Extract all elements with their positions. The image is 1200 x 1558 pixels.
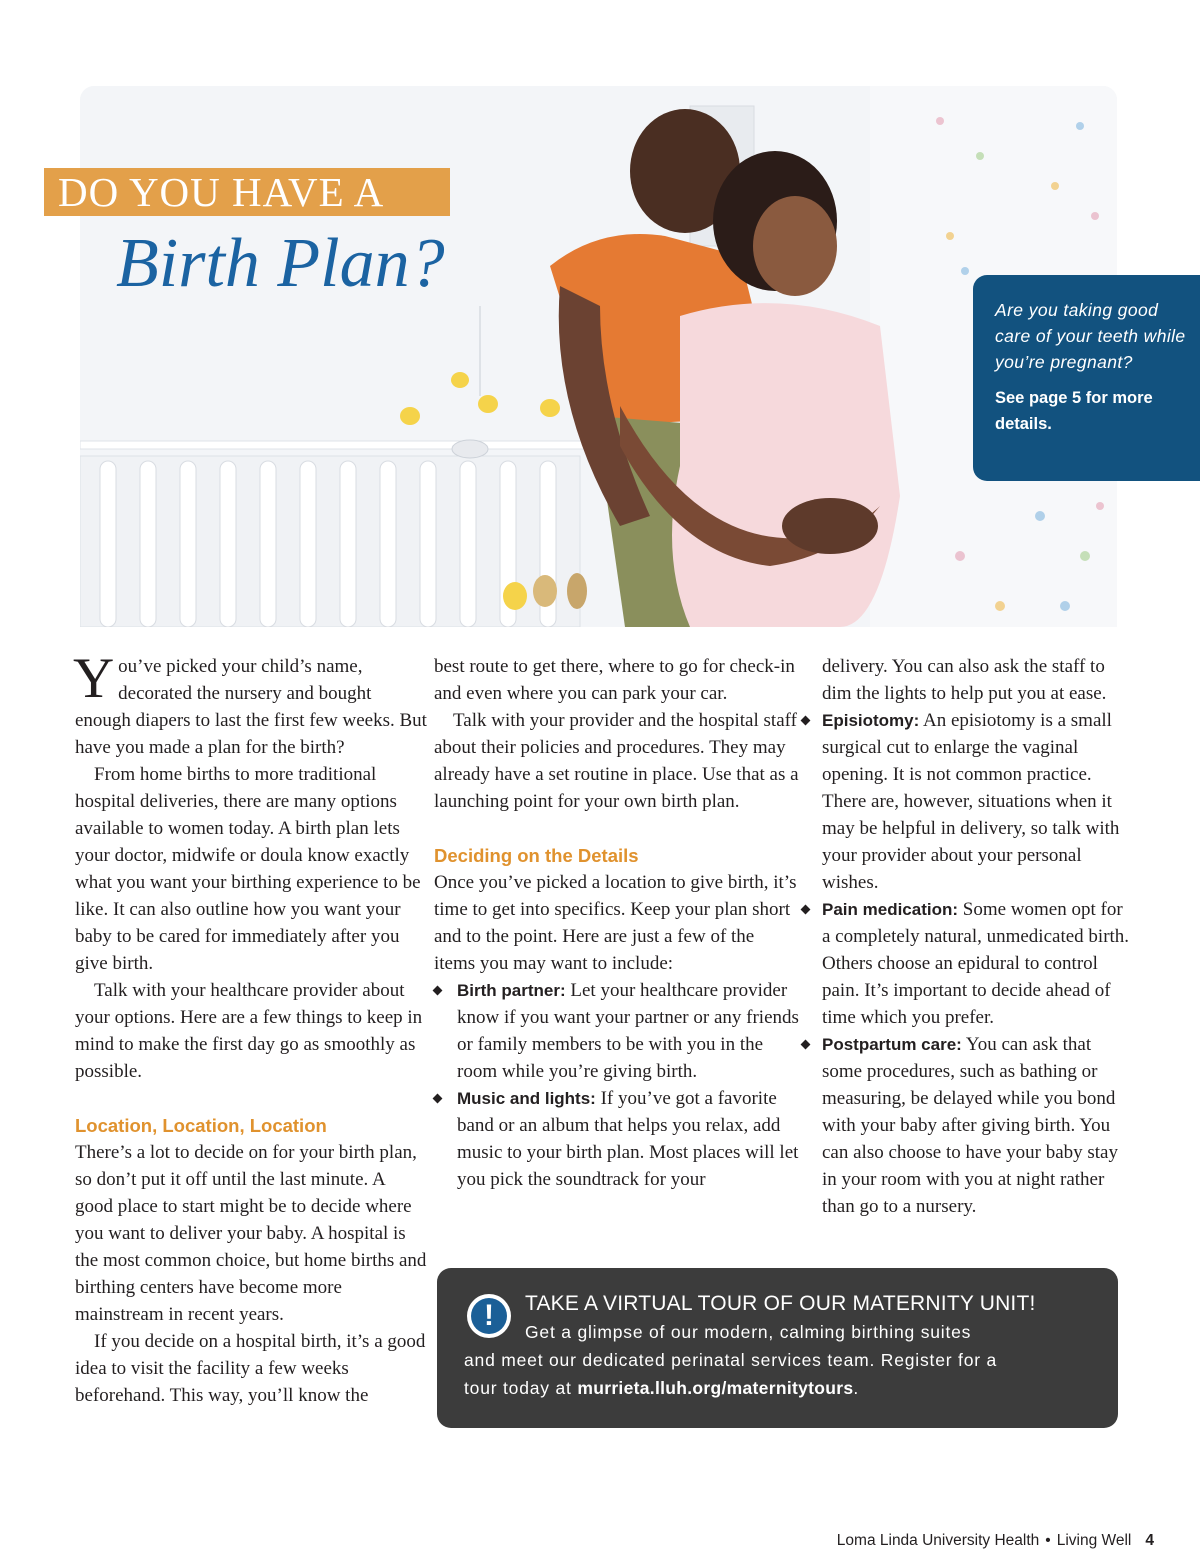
bullet-episiotomy	[822, 707, 1130, 896]
drop-cap: Y	[73, 647, 115, 710]
spacer	[434, 815, 799, 842]
bullet-lead: Pain medication:	[822, 900, 959, 919]
bullet-text: An episiotomy is a small surgical cut to enlarge the vaginal opening. It is not common practice. There are, however, situations when it may be helpful in delivery, so talk with your provider about your personal wishes.	[822, 710, 1120, 893]
bullet-icon	[801, 716, 811, 726]
dental-callout	[973, 275, 1200, 481]
column-3	[822, 653, 1130, 1220]
tour-line-2: and meet our dedicated perinatal services team. Register for a	[464, 1350, 998, 1370]
bullet-postpartum-care	[822, 1031, 1130, 1220]
bullet-lead: Postpartum care:	[822, 1035, 962, 1054]
footer-org: Loma Linda University Health	[836, 1532, 1040, 1549]
tour-url-link[interactable]: murrieta.lluh.org/maternitytours	[577, 1378, 854, 1398]
bullet-text: If you’ve got a favorite band or an album that helps you relax, add music to your birth plan. Most places will let you pick the soundtrack for your	[457, 1088, 799, 1190]
column-2	[434, 653, 799, 1193]
paragraph: There’s a lot to decide on for your birth plan, so don’t put it off until the last minute. A good place to start might be to decide where you want to deliver your baby. A hospital is the most common choice, but home births and birthing centers have become more mainstream in recent years.	[75, 1142, 427, 1325]
bullet-icon	[433, 1094, 443, 1104]
paragraph: delivery. You can also ask the staff to dim the lights to help put you at ease.	[822, 656, 1107, 704]
tour-line-1: Get a glimpse of our modern, calming birthing suites	[525, 1322, 972, 1342]
page-footer	[837, 1532, 1154, 1550]
bullet-icon	[433, 986, 443, 996]
spacer	[75, 1085, 427, 1112]
paragraph: Once you’ve picked a location to give birth, it’s time to get into specifics. Keep your plan short and to the point. Here are just a few of the items you may want to include:	[434, 872, 797, 974]
bullet-lead: Music and lights:	[457, 1089, 596, 1108]
bullet-pain-medication	[822, 896, 1130, 1031]
bullet-text: You can ask that some procedures, such as bathing or measuring, be delayed while you bond with your baby after giving birth. You can also choose to have your baby stay in your room with you at night rather than go to a nursery.	[822, 1034, 1118, 1217]
column-1	[73, 647, 427, 1409]
tour-heading: TAKE A VIRTUAL TOUR OF OUR MATERNITY UNIT!	[525, 1292, 1036, 1315]
section-heading-details: Deciding on the Details	[434, 845, 639, 866]
footer-publication: Living Well	[1056, 1532, 1132, 1549]
page-title: Birth Plan?	[116, 225, 445, 302]
bullet-music-lights	[434, 1085, 799, 1193]
paragraph: Talk with your healthcare provider about your options. Here are a few things to keep in mind to make the first day go as smoothly as possible.	[75, 980, 423, 1082]
bullet-birth-partner	[434, 977, 799, 1085]
title-band: DO YOU HAVE A	[44, 168, 450, 216]
bullet-lead: Birth partner:	[457, 981, 566, 1000]
bullet-text: Let your healthcare provider know if you want your partner or any friends or family members to be with you in the room while you’re giving birth.	[457, 980, 799, 1082]
section-heading-location: Location, Location, Location	[75, 1115, 327, 1136]
bullet-icon	[801, 905, 811, 915]
paragraph: best route to get there, where to go for check-in and even where you can park your car.	[434, 656, 795, 704]
footer-separator: •	[1045, 1532, 1051, 1549]
bullet-icon	[801, 1040, 811, 1050]
paragraph: From home births to more traditional hospital deliveries, there are many options available to women today. A birth plan lets your doctor, midwife or doula know exactly what you want your birthing experience to be like. It can also outline how you want your baby to be cared for immediately after you give birth.	[75, 764, 421, 974]
callout-see-page: See page 5 for more details.	[995, 389, 1153, 433]
virtual-tour-box	[437, 1268, 1118, 1428]
paragraph: If you decide on a hospital birth, it’s a good idea to visit the facility a few weeks beforehand. This way, you’ll know the	[75, 1331, 426, 1406]
tour-line-3: tour today at murrieta.lluh.org/maternitytours.	[464, 1378, 860, 1398]
callout-question: Are you taking good care of your teeth while you’re pregnant?	[995, 300, 1186, 372]
intro-text: ou’ve picked your child’s name, decorated the nursery and bought enough diapers to last the first few weeks. But have you made a plan for the birth?	[75, 656, 427, 758]
bullet-text: Some women opt for a completely natural, unmedicated birth. Others choose an epidural to control pain. It’s important to decide ahead of time which you prefer.	[822, 899, 1130, 1028]
exclamation-icon: !	[467, 1294, 511, 1338]
bullet-lead: Episiotomy:	[822, 711, 920, 730]
page-number: 4	[1145, 1532, 1154, 1549]
paragraph: Talk with your provider and the hospital staff about their policies and procedures. They may already have a set routine in place. Use that as a launching point for your own birth plan.	[434, 710, 799, 812]
intro-paragraph	[73, 647, 427, 761]
